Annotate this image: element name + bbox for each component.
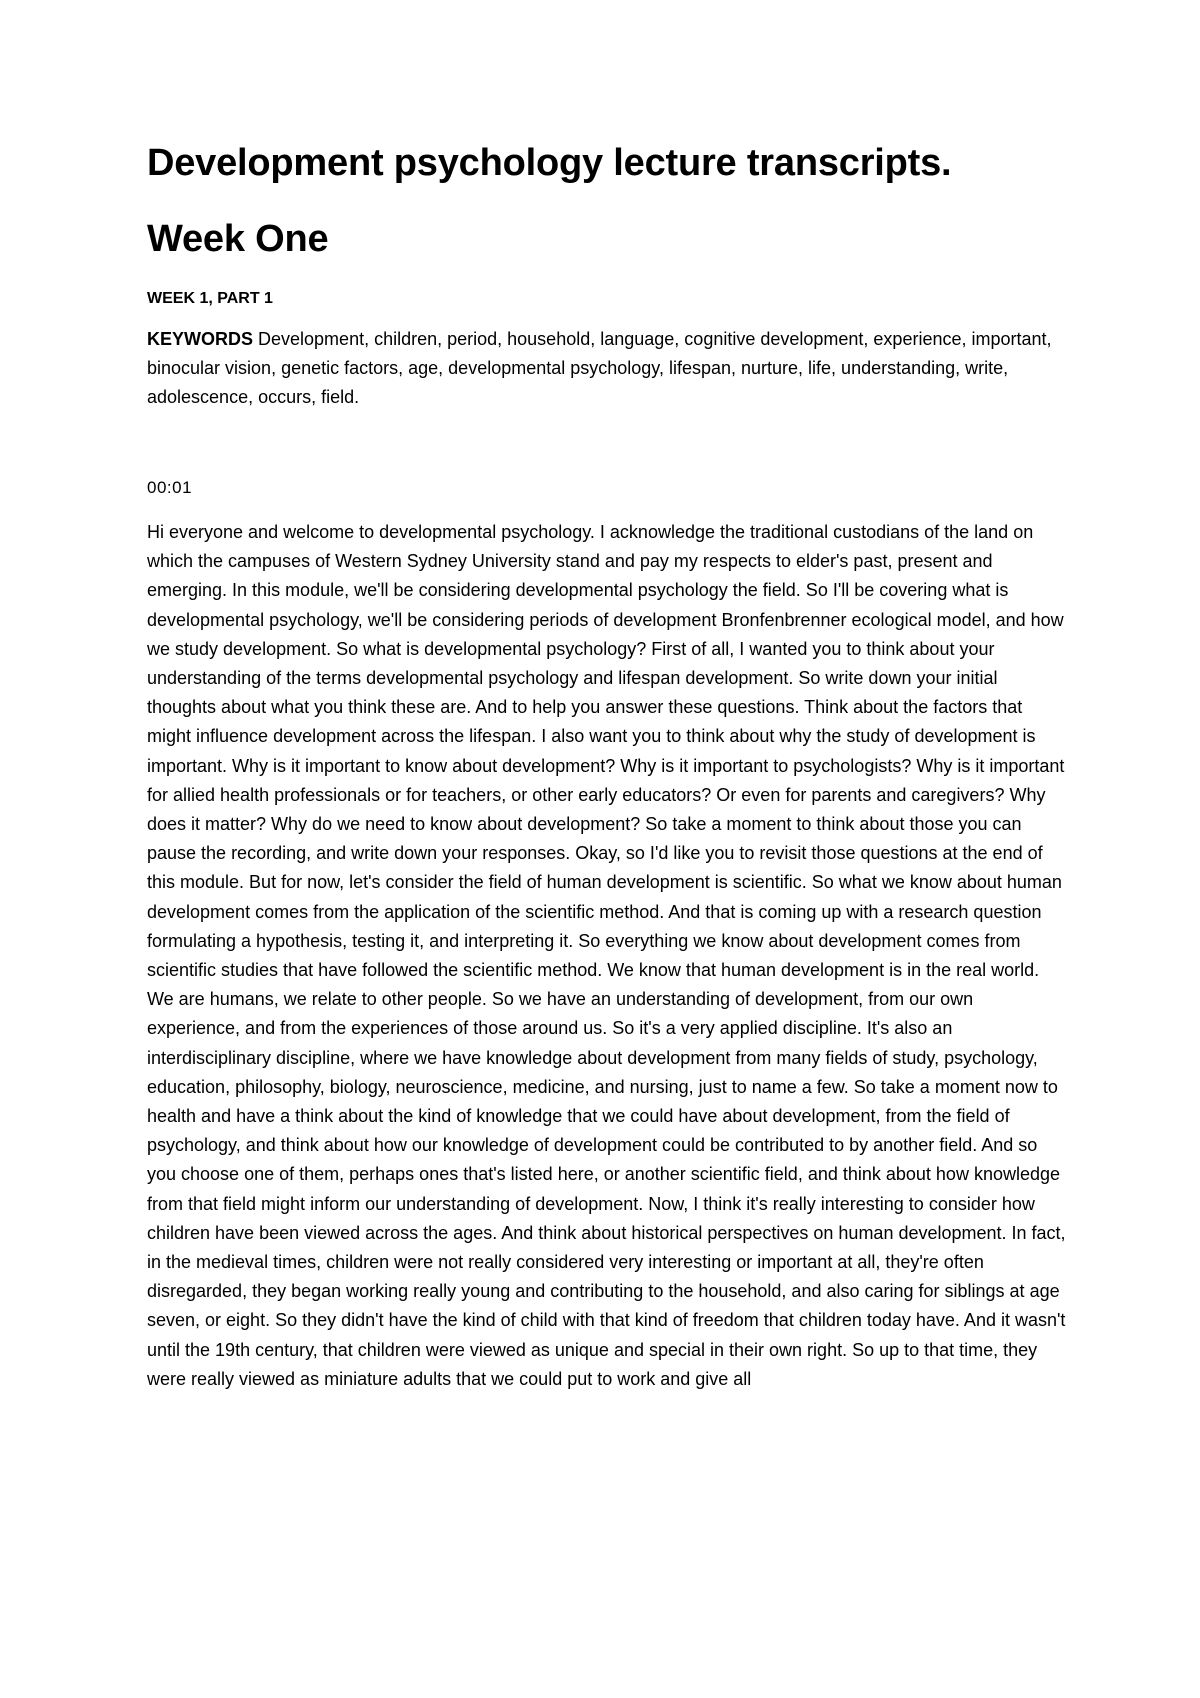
document-subtitle: Week One — [147, 218, 329, 260]
keywords-text: Development, children, period, household, language, cognitive development, experience, important, binocular vision, genetic factors, age, developmental psychology, lifespan, nurture, life, understanding, write, adolescence, occurs, field. — [147, 329, 1052, 407]
section-heading: WEEK 1, PART 1 — [147, 290, 273, 307]
document-title: Development psychology lecture transcripts. — [147, 142, 952, 184]
transcript-paragraph: Hi everyone and welcome to developmental psychology. I acknowledge the traditional custodians of the land on which the campuses of Western Sydney University stand and pay my respects to elder's past, present and emerging. In this module, we'll be considering developmental psychology the field. So I'll be covering what is developmental psychology, we'll be considering periods of development Bronfenbrenner ecological model, and how we study development. So what is developmental psychology? First of all, I wanted you to think about your understanding of the terms developmental psychology and lifespan development. So write down your initial thoughts about what you think these are. And to help you answer these questions. Think about the factors that might influence development across the lifespan. I also want you to think about why the study of development is important. Why is it important to know about development? Why is it important to psychologists? Why is it important for allied health professionals or for teachers, or other early educators? Or even for parents and caregivers? Why does it matter? Why do we need to know about development? So take a moment to think about those you can pause the recording, and write down your responses. Okay, so I'd like you to revisit those questions at the end of this module. But for now, let's consider the field of human development is scientific. So what we know about human development comes from the application of the scientific method. And that is coming up with a research question formulating a hypothesis, testing it, and interpreting it. So everything we know about development comes from scientific studies that have followed the scientific method. We know that human development is in the real world. We are humans, we relate to other people. So we have an understanding of development, from our own experience, and from the experiences of those around us. So it's a very applied discipline. It's also an interdisciplinary discipline, where we have knowledge about development from many fields of study, psychology, education, philosophy, biology, neuroscience, medicine, and nursing, just to name a few. So take a moment now to health and have a think about the kind of knowledge that we could have about development, from the field of psychology, and think about how our knowledge of development could be contributed to by another field. And so you choose one of them, perhaps ones that's listed here, or another scientific field, and think about how knowledge from that field might inform our understanding of development. Now, I think it's really interesting to consider how children have been viewed across the ages. And think about historical perspectives on human development. In fact, in the medieval times, children were not really considered very interesting or important at all, they're often disregarded, they began working really young and contributing to the household, and also caring for siblings at age seven, or eight. So they didn't have the kind of child with that kind of freedom that children today have. And it wasn't until the 19th century, that children were viewed as unique and special in their own right. So up to that time, they were really viewed as miniature adults that we could put to work and give all — [147, 522, 1066, 1389]
keywords-paragraph — [147, 325, 1067, 412]
timestamp: 00:01 — [147, 478, 193, 497]
document-content — [147, 140, 1067, 1394]
keywords-label: KEYWORDS — [147, 329, 254, 349]
